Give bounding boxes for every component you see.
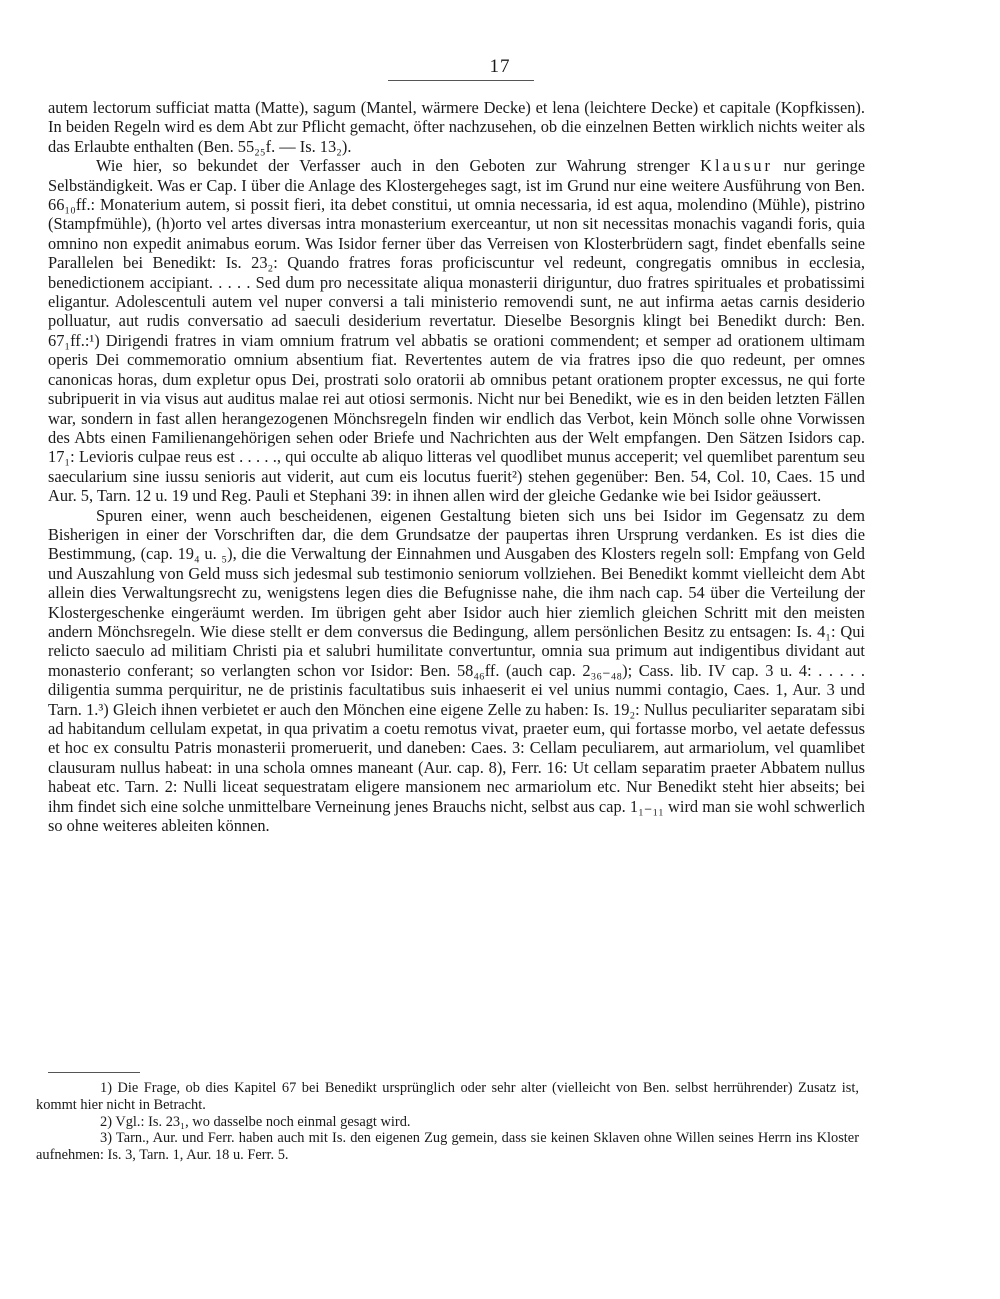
footnote-rule bbox=[48, 1072, 140, 1073]
footnote: 1) Die Frage, ob dies Kapitel 67 bei Benedikt ursprünglich oder sehr alter (vielleicht von Ben. selbst herrührender) Zusatz ist, kommt hier nicht in Betracht. bbox=[36, 1080, 859, 1113]
paragraph bbox=[48, 506, 865, 836]
paragraph-text: Wie hier, so bekundet der Verfasser auch in den Geboten zur Wahrung strenger bbox=[96, 156, 701, 176]
footnote: 3) Tarn., Aur. und Ferr. haben auch mit Is. den eigenen Zug gemein, dass sie keinen Sklaven ohne Willen seines Herrn ins Kloster aufnehmen: Is. 3, Tarn. 1, Aur. 18 u. Ferr. 5. bbox=[36, 1130, 859, 1164]
footnotes bbox=[36, 1080, 859, 1164]
page-number: 17 bbox=[489, 56, 511, 77]
emphasized-term: Klausur bbox=[700, 156, 774, 176]
footnote: 2) Vgl.: Is. 23₁, wo dasselbe noch einmal gesagt wird. bbox=[100, 1113, 411, 1130]
paragraph bbox=[48, 98, 865, 156]
paragraph-text: nur geringe Selbständigkeit. Was er Cap. I über die Anlage des Klostergeheges sagt, ist im Grund nur eine weitere Ausführung von Ben. 66₁₀ff.: Monaterium autem, si possit fieri, ita debet constitui, ut omnia necessaria, id est aqua, molendino (Mühle), pistrino (Stampfmühle), (h)orto vel artes diversas intra monasterium exerceantur, ut non sit necessitas monachis vagandi foris, quia omnino non expedit animabus eorum. Was Isidor ferner über das Verreisen von Klosterbrüdern sagt, findet ebenfalls seine Parallelen bei Benedikt: Is. 23₂: Quando fratres foras proficiscuntur vel redeunt, congregatis omnibus in ecclesia, benedictionem accipiant. . . . . Sed dum pro necessitate aliqua monasterii diriguntur, duo fratres spirituales et probatissimi eligantur. Adolescentuli autem vel nuper conversi a tali ministerio removendi sunt, ne aut infirma aetas carnis desiderio polluatur, aut rudis conversatio ad saeculi desiderium revertatur. Dieselbe Besorgnis klingt bei Benedikt durch: Ben. 67₁ff.:¹) Dirigendi fratres in viam omnium fratrum vel abbatis se orationi commendent; et semper ad orationem ultimam operis Dei commemoratio omnium absentium fiat. Revertentes autem de via fratres ipso die quo redeunt, per omnes canonicas horas, dum expletur opus Dei, prostrati solo oratorii ab omnibus petant orationem propter excessus, ne qui forte subripuerit in via visus aut auditus malae rei aut otiosi sermonis. Nicht nur bei Benedikt, wie es in den beiden letzten Fällen war, sondern in fast allen herangezogenen Mönchsregeln finden wir endlich das Verbot, kein Mönch solle ohne Vorwissen des Abts einen Familienangehörigen sehen oder Briefe und Nachrichten aus der Welt empfangen. Den Sätzen Isidors cap. 17₁: Levioris culpae reus est . . . . ., qui occulte ab aliquo litteras vel quodlibet munus acceperit; vel quemlibet parentum seu saecularium sine iussu senioris aut viderit, aut cum eis locutus fuerit²) stehen gegenüber: Ben. 54, Col. 10, Caes. 15 und Aur. 5, Tarn. 12 u. 19 und Reg. Pauli et Stephani 39: in ihnen allen wird der gleiche Gedanke wie bei Isidor geäussert. bbox=[48, 156, 865, 506]
header-rule bbox=[388, 80, 534, 81]
body-text bbox=[48, 98, 865, 835]
paragraph bbox=[48, 156, 865, 505]
paragraph-text: autem lectorum sufficiat matta (Matte), sagum (Mantel, wärmere Decke) et lena (leichtere Decke) et capitale (Kopfkissen). In beiden Regeln wird es dem Abt zur Pflicht gemacht, öfter nachzusehen, ob die einzelnen Betten wirklich nichts weiter als das Erlaubte enthalten (Ben. 55₂₅f. — Is. 13₂). bbox=[48, 98, 865, 156]
paragraph-text: Spuren einer, wenn auch bescheidenen, eigenen Gestaltung bieten sich uns bei Isidor im Gegensatz zu dem Bisherigen in einer der Vorschriften dar, die dem Grundsatze der paupertas ihren Ursprung verdanken. Es ist dies die Bestimmung, (cap. 19₄ u. ₅), die die Verwaltung der Einnahmen und Ausgaben des Klosters regeln soll: Empfang von Geld und Auszahlung von Geld muss sich jedesmal sub testimonio seniorum vollziehen. Bei Benedikt kommt vielleicht dem Abt allein dies Verwaltungsrecht zu, wenigstens legen dies die Befugnisse nahe, die ihm nach cap. 54 über die Verteilung der Klostergeschenke eingeräumt werden. Im übrigen geht aber Isidor auch hier ziemlich gleichen Schritt mit den meisten andern Mönchsregeln. Wie diese stellt er dem conversus die Bedingung, allem persönlichen Besitz zu entsagen: Is. 4₁: Qui relicto saeculo ad militiam Christi pia et salubri humilitate convertuntur, omnia sua primum aut indigentibus dividant aut monasterio conferant; so verlangten schon vor Isidor: Ben. 58₄₆ff. (auch cap. 2₃₆₋₄₈); Cass. lib. IV cap. 3 u. 4: . . . . . diligentia summa perquiritur, ne de pristinis facultatibus suis inhaeserit ei vel unius nummi contagio, Caes. 1, Aur. 3 und Tarn. 1.³) Gleich ihnen verbietet er auch den Mönchen eine eigene Zelle zu haben: Is. 19₂: Nullus peculiariter separatam sibi ad habitandum cellulam expetat, in qua privatim a coetu remotus vivat, praeter eum, qui fortasse morbo, vel aetate defessus et hoc ex consultu Patris monasterii promeruerit, und daneben: Caes. 3: Cellam peculiarem, aut armariolum, vel quamlibet clausuram nullus habeat: in una schola omnes maneant (Aur. cap. 8), Ferr. 16: Ut cellam separatim praeter Abbatem nullus habeat etc. Tarn. 2: Nulli liceat sequestratam eligere mansionem nec armariolum etc. Nur Benedikt steht hier abseits; bei ihm findet sich eine solche unmittelbare Verneinung jenes Brauchs nicht, selbst aus cap. 1₁₋₁₁ wird man sie wohl schwerlich so ohne weiteres ableiten können. bbox=[48, 505, 865, 836]
